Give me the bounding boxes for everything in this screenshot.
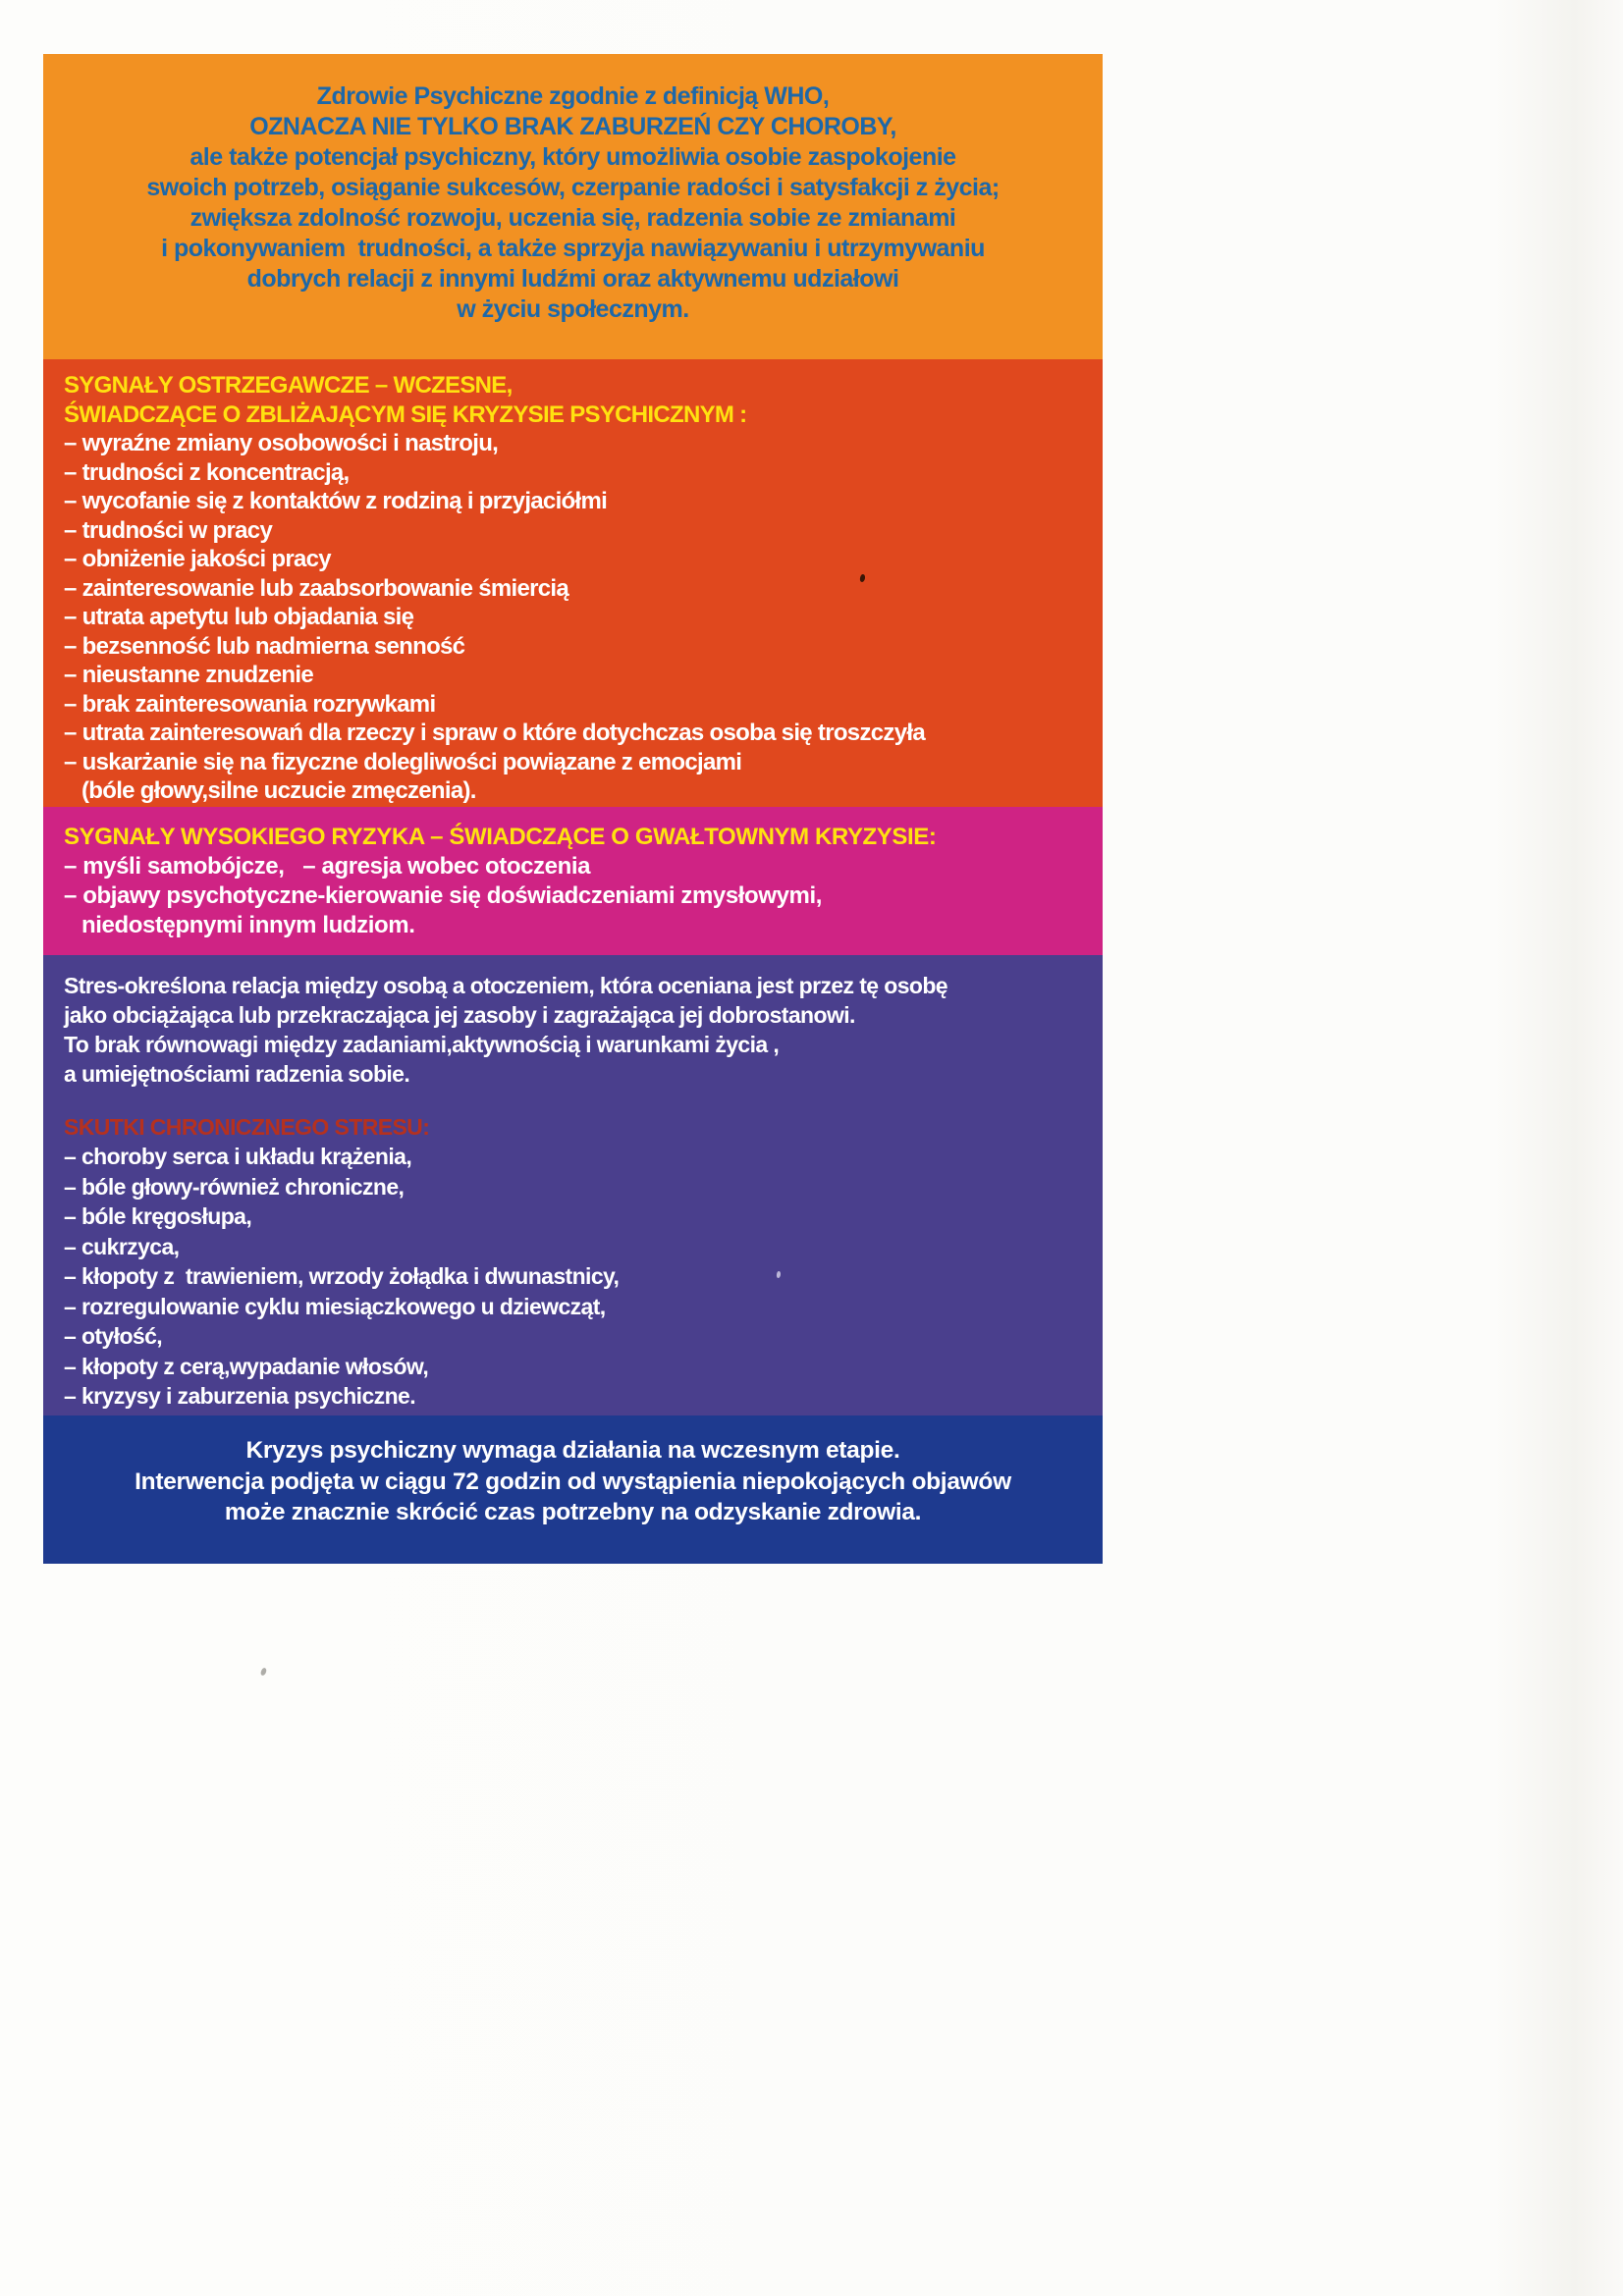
who-definition-section bbox=[43, 54, 1103, 359]
stress-section bbox=[43, 955, 1103, 1415]
warning-signs-list bbox=[64, 429, 1095, 806]
crisis-action-line: Interwencja podjęta w ciągu 72 godzin od wystąpienia niepokojących objawów bbox=[135, 1468, 1011, 1495]
stress-definition-paragraph bbox=[64, 971, 1095, 1089]
who-definition-line: zwiększa zdolność rozwoju, uczenia się, radzenia sobie ze zmianami bbox=[189, 204, 956, 232]
list-item: – choroby serca i układu krążenia, bbox=[64, 1144, 412, 1169]
list-item: – utrata apetytu lub objadania się bbox=[64, 604, 414, 630]
list-item: – wyraźne zmiany osobowości i nastroju, bbox=[64, 430, 499, 456]
who-definition-line: w życiu społecznym. bbox=[457, 295, 689, 323]
list-item: – kłopoty z cerą,wypadanie włosów, bbox=[64, 1353, 429, 1379]
list-item: – obniżenie jakości pracy bbox=[64, 546, 331, 572]
list-item-continuation: niedostępnymi innym ludziom. bbox=[81, 912, 415, 938]
list-item: – bóle głowy-również chroniczne, bbox=[64, 1173, 405, 1200]
list-item: – nieustanne znudzenie bbox=[64, 662, 313, 688]
list-item: – trudności z koncentracją, bbox=[64, 458, 350, 486]
paragraph-line: a umiejętnościami radzenia sobie. bbox=[64, 1061, 410, 1087]
chronic-stress-effects-list bbox=[64, 1142, 1095, 1412]
crisis-action-section bbox=[43, 1415, 1103, 1564]
warning-signs-heading-line: ŚWIADCZĄCE O ZBLIŻAJĄCYM SIĘ KRYZYSIE PSYCHICZNYM : bbox=[64, 400, 747, 428]
who-definition-line: Zdrowie Psychiczne zgodnie z definicją WHO, bbox=[316, 82, 830, 110]
list-item: – wycofanie się z kontaktów z rodziną i przyjaciółmi bbox=[64, 488, 608, 514]
list-item-continuation: (bóle głowy,silne uczucie zmęczenia). bbox=[81, 777, 476, 804]
high-risk-heading: SYGNAŁY WYSOKIEGO RYZYKA – ŚWIADCZĄCE O GWAŁTOWNYM KRYZYSIE: bbox=[64, 824, 937, 850]
scan-speck bbox=[260, 1667, 268, 1676]
who-definition-line: OZNACZA NIE TYLKO BRAK ZABURZEŃ CZY CHOROBY, bbox=[249, 113, 896, 140]
warning-signs-section bbox=[43, 359, 1103, 807]
list-item: – uskarżanie się na fizyczne dolegliwości powiązane z emocjami bbox=[64, 748, 742, 775]
list-item: – brak zainteresowania rozrywkami bbox=[64, 690, 436, 718]
chronic-stress-effects-heading: SKUTKI CHRONICZNEGO STRESU: bbox=[64, 1114, 430, 1140]
paragraph-line: jako obciążająca lub przekraczająca jej zasoby i zagrażająca jej dobrostanowi. bbox=[64, 1002, 855, 1028]
list-item: – trudności w pracy bbox=[64, 516, 273, 544]
warning-signs-heading bbox=[64, 371, 1095, 429]
list-item: – myśli samobójcze, – agresja wobec otoczenia bbox=[64, 853, 591, 880]
warning-signs-heading-line: SYGNAŁY OSTRZEGAWCZE – WCZESNE, bbox=[64, 372, 513, 399]
list-item: – objawy psychotyczne-kierowanie się doświadczeniami zmysłowymi, bbox=[64, 882, 823, 909]
who-definition-line: ale także potencjał psychiczny, który umożliwia osobie zaspokojenie bbox=[189, 143, 956, 171]
paragraph-line: To brak równowagi między zadaniami,aktywnością i warunkami życia , bbox=[64, 1032, 780, 1057]
who-definition-line: i pokonywaniem trudności, a także sprzyja nawiązywaniu i utrzymywaniu bbox=[161, 235, 985, 262]
list-item: – cukrzyca, bbox=[64, 1233, 180, 1259]
list-item: – otyłość, bbox=[64, 1323, 163, 1349]
paragraph-line: Stres-określona relacja między osobą a otoczeniem, która oceniana jest przez tę osobę bbox=[64, 973, 947, 998]
list-item: – utrata zainteresowań dla rzeczy i spraw o które dotychczas osoba się troszczyła bbox=[64, 720, 925, 746]
high-risk-list bbox=[64, 852, 1095, 940]
list-item: – zainteresowanie lub zaabsorbowanie śmiercią bbox=[64, 574, 569, 602]
list-item: – bezsenność lub nadmierna senność bbox=[64, 632, 465, 660]
who-definition-line: swoich potrzeb, osiąganie sukcesów, czerpanie radości i satysfakcji z życia; bbox=[146, 174, 1000, 201]
mental-health-poster bbox=[43, 54, 1103, 1564]
list-item: – bóle kręgosłupa, bbox=[64, 1203, 252, 1229]
crisis-action-line: Kryzys psychiczny wymaga działania na wczesnym etapie. bbox=[245, 1437, 900, 1464]
high-risk-section bbox=[43, 807, 1103, 955]
who-definition-line: dobrych relacji z innymi ludźmi oraz aktywnemu udziałowi bbox=[246, 265, 899, 293]
list-item: – rozregulowanie cyklu miesiączkowego u dziewcząt, bbox=[64, 1293, 606, 1319]
list-item: – kryzysy i zaburzenia psychiczne. bbox=[64, 1383, 415, 1409]
list-item: – kłopoty z trawieniem, wrzody żołądka i dwunastnicy, bbox=[64, 1263, 620, 1289]
crisis-action-line: może znacznie skrócić czas potrzebny na odzyskanie zdrowia. bbox=[224, 1499, 922, 1525]
